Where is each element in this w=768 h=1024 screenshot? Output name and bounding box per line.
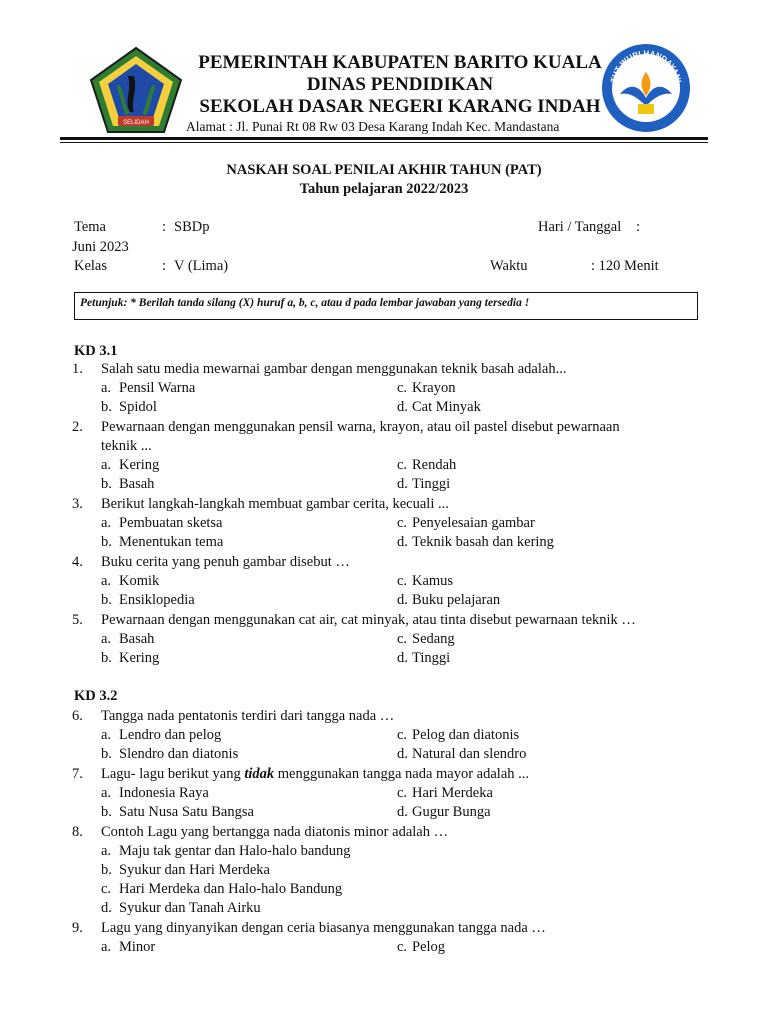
question-9-option-c: Pelog	[412, 939, 446, 955]
kelas-value: V (Lima)	[174, 258, 229, 274]
waktu-label: Waktu	[490, 258, 528, 274]
kelas-separator: :	[162, 258, 167, 274]
question-7-number: 7.	[72, 766, 83, 782]
question-1-number: 1.	[72, 361, 83, 377]
question-2-option-c-label: c.	[397, 457, 408, 473]
question-1-option-d: Cat Minyak	[412, 399, 481, 415]
school-year: Tahun pelajaran 2022/2023	[299, 181, 469, 197]
kabupaten-barito-kuala-logo	[88, 46, 184, 136]
question-3-option-a: Pembuatan sketsa	[119, 515, 223, 531]
question-1-option-c-label: c.	[397, 380, 408, 396]
question-6-option-d-label: d.	[397, 746, 408, 762]
question-8-option-a-label: a.	[101, 843, 112, 859]
question-4-option-d-label: d.	[397, 592, 408, 608]
question-2-option-a: Kering	[119, 457, 160, 473]
question-4-option-b-label: b.	[101, 592, 112, 608]
header-government: PEMERINTAH KABUPATEN BARITO KUALA	[198, 52, 602, 73]
kelas-label: Kelas	[74, 258, 108, 274]
question-8-option-b-label: b.	[101, 862, 112, 878]
question-5-option-a: Basah	[119, 631, 155, 647]
question-3-option-d-label: d.	[397, 534, 408, 550]
question-7-option-c: Hari Merdeka	[412, 785, 493, 801]
question-9-option-c-label: c.	[397, 939, 408, 955]
question-5-option-c: Sedang	[412, 631, 455, 647]
tema-separator: :	[162, 219, 167, 235]
question-6-option-b-label: b.	[101, 746, 112, 762]
question-9-option-a-label: a.	[101, 939, 112, 955]
question-7-option-c-label: c.	[397, 785, 408, 801]
question-9-option-a: Minor	[119, 939, 156, 955]
question-8-option-a: Maju tak gentar dan Halo-halo bandung	[119, 843, 351, 859]
question-4-option-a-label: a.	[101, 573, 112, 589]
question-9-text: Lagu yang dinyanyikan dengan ceria biasanya menggunakan tangga nada …	[101, 920, 546, 936]
tema-value: SBDp	[174, 219, 210, 235]
question-1-option-c: Krayon	[412, 380, 456, 396]
question-4-option-a: Komik	[119, 573, 160, 589]
right-logo-text: TUT WURI HANDAYANI	[609, 48, 683, 84]
hari-separator: :	[636, 219, 641, 235]
question-8-option-d: Syukur dan Tanah Airku	[119, 900, 261, 916]
hari-value: Juni 2023	[72, 239, 129, 255]
question-5-option-b-label: b.	[101, 650, 112, 666]
question-3-option-b-label: b.	[101, 534, 112, 550]
question-4-option-c-label: c.	[397, 573, 408, 589]
question-3-option-b: Menentukan tema	[119, 534, 224, 550]
question-1-option-a-label: a.	[101, 380, 112, 396]
question-1-option-b-label: b.	[101, 399, 112, 415]
question-1-option-a: Pensil Warna	[119, 380, 196, 396]
question-7-option-d-label: d.	[397, 804, 408, 820]
question-6-option-a-label: a.	[101, 727, 112, 743]
header-department: DINAS PENDIDIKAN	[306, 74, 494, 95]
question-4-number: 4.	[72, 554, 83, 570]
exam-title: NASKAH SOAL PENILAI AKHIR TAHUN (PAT)	[226, 162, 542, 178]
left-logo-text: SELIDAH	[123, 120, 149, 126]
question-5-option-a-label: a.	[101, 631, 112, 647]
question-7-text	[101, 766, 529, 783]
question-6-option-a: Lendro dan pelog	[119, 727, 222, 743]
question-2-number: 2.	[72, 419, 83, 435]
question-7-text-post: menggunakan tangga nada mayor adalah ...	[274, 766, 530, 782]
question-6-option-d: Natural dan slendro	[412, 746, 527, 762]
question-6-option-b: Slendro dan diatonis	[119, 746, 239, 762]
tut-wuri-handayani-logo	[600, 42, 692, 134]
hari-label: Hari / Tanggal	[538, 219, 622, 235]
question-5-text: Pewarnaan dengan menggunakan cat air, cat minyak, atau tinta disebut pewarnaan teknik …	[101, 612, 636, 628]
question-2-text-line-2: teknik ...	[101, 438, 152, 454]
question-8-option-c: Hari Merdeka dan Halo-halo Bandung	[119, 881, 343, 897]
header-divider-thin	[60, 142, 708, 143]
question-6-option-c-label: c.	[397, 727, 408, 743]
question-1-option-b: Spidol	[119, 399, 157, 415]
question-7-text-pre: Lagu- lagu berikut yang	[101, 766, 245, 782]
question-4-text: Buku cerita yang penuh gambar disebut …	[101, 554, 350, 570]
question-5-option-c-label: c.	[397, 631, 408, 647]
question-3-option-d: Teknik basah dan kering	[412, 534, 554, 550]
question-5-option-d-label: d.	[397, 650, 408, 666]
question-3-text: Berikut langkah-langkah membuat gambar cerita, kecuali ...	[101, 496, 449, 512]
question-5-option-d: Tinggi	[412, 650, 451, 666]
question-3-number: 3.	[72, 496, 83, 512]
question-7-option-a: Indonesia Raya	[119, 785, 209, 801]
question-6-text: Tangga nada pentatonis terdiri dari tangga nada …	[101, 708, 395, 724]
header-school: SEKOLAH DASAR NEGERI KARANG INDAH	[199, 96, 601, 117]
school-address: Alamat : Jl. Punai Rt 08 Rw 03 Desa Karang Indah Kec. Mandastana	[186, 119, 560, 134]
question-7-option-a-label: a.	[101, 785, 112, 801]
question-3-option-c-label: c.	[397, 515, 408, 531]
question-4-option-b: Ensiklopedia	[119, 592, 195, 608]
question-5-number: 5.	[72, 612, 83, 628]
question-7-emphasis: tidak	[244, 766, 275, 782]
question-2-option-a-label: a.	[101, 457, 112, 473]
tema-label: Tema	[74, 219, 106, 235]
question-8-text: Contoh Lagu yang bertangga nada diatonis minor adalah …	[101, 824, 449, 840]
question-1-option-d-label: d.	[397, 399, 408, 415]
section-kd-3-1: KD 3.1	[74, 343, 118, 359]
question-8-option-d-label: d.	[101, 900, 112, 916]
waktu-value: : 120 Menit	[591, 258, 659, 274]
question-2-option-c: Rendah	[412, 457, 457, 473]
section-kd-3-2: KD 3.2	[74, 688, 118, 704]
question-7-option-b: Satu Nusa Satu Bangsa	[119, 804, 254, 820]
question-8-option-c-label: c.	[101, 881, 112, 897]
question-2-option-d-label: d.	[397, 476, 408, 492]
question-2-text-line-1: Pewarnaan dengan menggunakan pensil warna, krayon, atau oil pastel disebut pewarnaan	[101, 419, 620, 435]
question-9-number: 9.	[72, 920, 83, 936]
question-6-option-c: Pelog dan diatonis	[412, 727, 520, 743]
question-4-option-c: Kamus	[412, 573, 454, 589]
instructions-text: Petunjuk: * Berilah tanda silang (X) huruf a, b, c, atau d pada lembar jawaban yang tersedia !	[80, 297, 530, 309]
question-7-option-b-label: b.	[101, 804, 112, 820]
question-2-option-d: Tinggi	[412, 476, 451, 492]
question-1-text: Salah satu media mewarnai gambar dengan menggunakan teknik basah adalah...	[101, 361, 567, 377]
question-3-option-a-label: a.	[101, 515, 112, 531]
question-2-option-b-label: b.	[101, 476, 112, 492]
question-6-number: 6.	[72, 708, 83, 724]
question-2-option-b: Basah	[119, 476, 155, 492]
header-divider-thick	[60, 137, 708, 140]
question-8-number: 8.	[72, 824, 83, 840]
question-7-option-d: Gugur Bunga	[412, 804, 491, 820]
question-4-option-d: Buku pelajaran	[412, 592, 501, 608]
question-5-option-b: Kering	[119, 650, 160, 666]
question-3-option-c: Penyelesaian gambar	[412, 515, 535, 531]
question-8-option-b: Syukur dan Hari Merdeka	[119, 862, 270, 878]
